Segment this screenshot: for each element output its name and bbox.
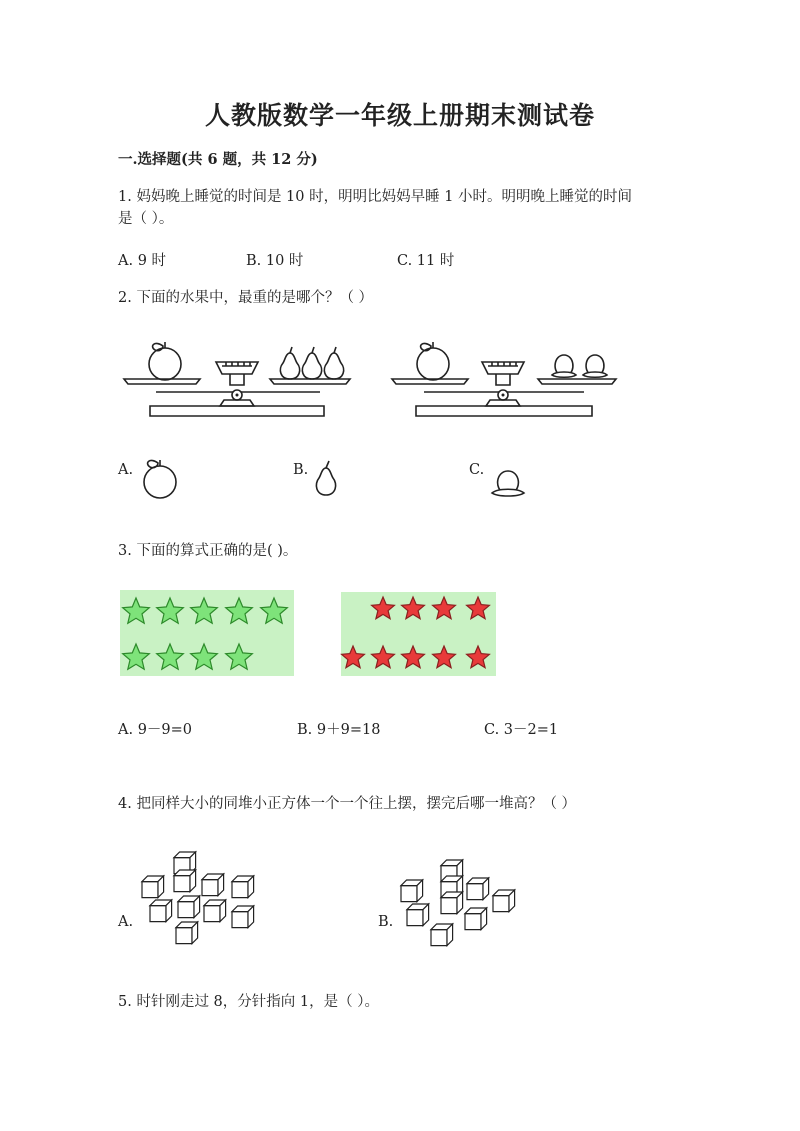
question-1-line1: 1. 妈妈晚上睡觉的时间是 10 时，明明比妈妈早睡 1 小时。明明晚上睡觉的时间 bbox=[118, 189, 633, 205]
cube-icon bbox=[202, 874, 224, 896]
pear-icon bbox=[280, 347, 299, 379]
cube-icon bbox=[232, 906, 254, 928]
q2-option-b[interactable]: B. bbox=[293, 462, 309, 478]
pear-icon bbox=[308, 460, 348, 500]
cube-icon bbox=[232, 876, 254, 898]
cube-icon bbox=[441, 892, 463, 914]
cube-icon bbox=[178, 896, 200, 918]
pear-icon bbox=[324, 347, 343, 379]
section-heading: 一.选择题(共 6 题，共 12 分) bbox=[118, 151, 318, 168]
q2-option-c[interactable]: C. bbox=[469, 462, 485, 478]
q3-option-c[interactable]: C. 3－2=1 bbox=[484, 722, 559, 738]
q1-option-b[interactable]: B. 10 时 bbox=[246, 253, 304, 269]
question-2-text: 2. 下面的水果中，最重的是哪个？（ ） bbox=[118, 290, 374, 306]
cube-icon bbox=[465, 908, 487, 930]
q2-option-a[interactable]: A. bbox=[118, 462, 134, 478]
cube-pile-a bbox=[136, 848, 266, 948]
cube-icon bbox=[401, 880, 423, 902]
peach-icon bbox=[583, 355, 607, 377]
peach-icon bbox=[484, 467, 534, 501]
q1-option-a[interactable]: A. 9 时 bbox=[118, 253, 167, 269]
cube-icon bbox=[204, 900, 226, 922]
apple-icon bbox=[135, 457, 185, 499]
question-4-text: 4. 把同样大小的同堆小正方体一个一个往上摆，摆完后哪一堆高？（ ） bbox=[118, 796, 577, 812]
cube-icon bbox=[407, 904, 429, 926]
question-1-line2: 是（ ）。 bbox=[118, 211, 174, 227]
q1-option-c[interactable]: C. 11 时 bbox=[397, 253, 455, 269]
q4-option-a[interactable]: A. bbox=[118, 914, 134, 930]
balance-scale-apple-vs-peaches bbox=[388, 340, 638, 425]
q3-option-a[interactable]: A. 9－9=0 bbox=[118, 722, 193, 738]
question-5-text: 5. 时针刚走过 8，分针指向 1，是（ ）。 bbox=[118, 994, 379, 1010]
q4-option-b[interactable]: B. bbox=[378, 914, 394, 930]
cube-icon bbox=[493, 890, 515, 912]
green-stars-panel bbox=[120, 590, 294, 676]
question-1-text bbox=[118, 186, 688, 230]
apple-icon bbox=[149, 342, 181, 380]
cube-icon bbox=[150, 900, 172, 922]
cube-icon bbox=[467, 878, 489, 900]
red-stars-panel bbox=[341, 592, 496, 676]
balance-scale-apple-vs-pears bbox=[120, 340, 380, 425]
cube-icon bbox=[174, 870, 196, 892]
question-3-text: 3. 下面的算式正确的是( )。 bbox=[118, 543, 298, 559]
q3-option-b[interactable]: B. 9＋9=18 bbox=[297, 722, 381, 738]
apple-icon bbox=[417, 342, 449, 380]
cube-pile-b bbox=[395, 858, 525, 948]
peach-icon bbox=[552, 355, 576, 377]
cube-icon bbox=[431, 924, 453, 946]
pear-icon bbox=[302, 347, 321, 379]
cube-icon bbox=[176, 922, 198, 944]
cube-icon bbox=[142, 876, 164, 898]
page-title: 人教版数学一年级上册期末测试卷 bbox=[204, 101, 595, 130]
